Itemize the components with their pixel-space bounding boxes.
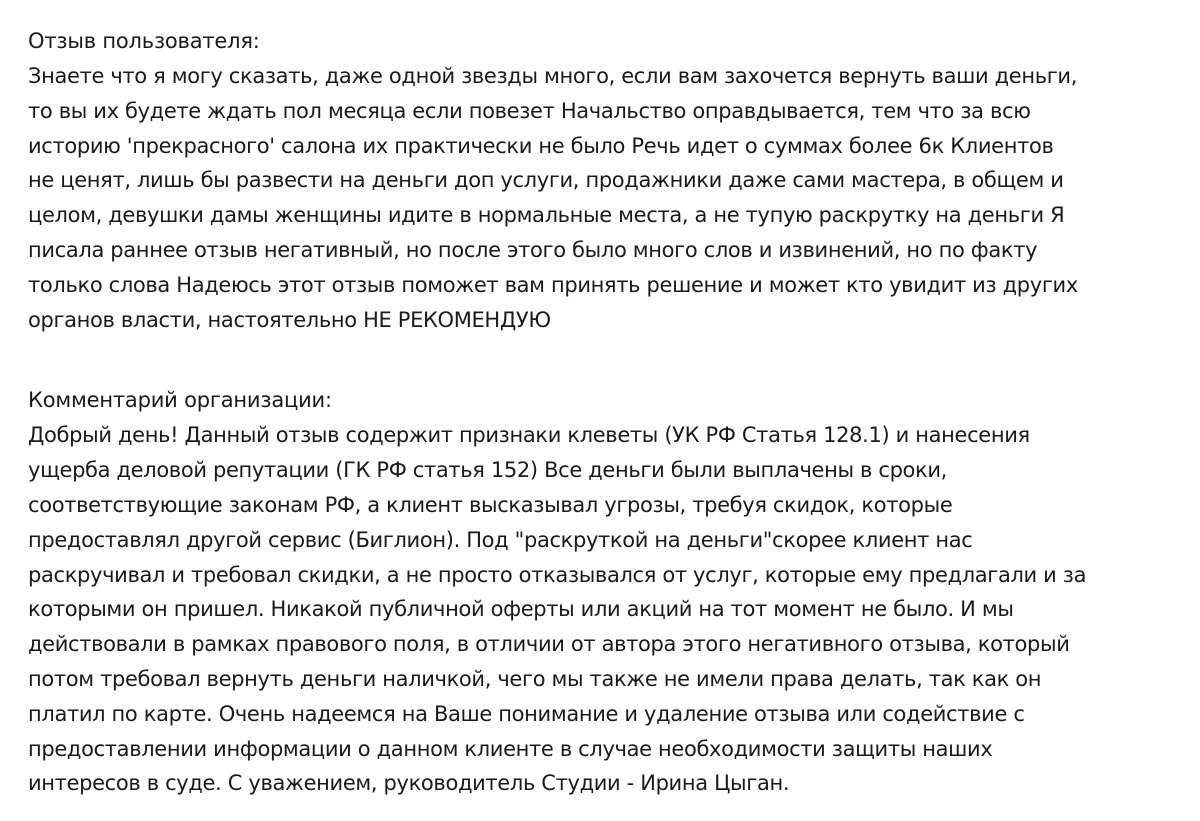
document — [28, 24, 1178, 801]
review-line: органов власти, настоятельно НЕ РЕКОМЕНДУЮ — [28, 307, 551, 332]
review-line: то вы их будете ждать пол месяца если повезет Начальство оправдывается, тем что за всю — [28, 98, 1031, 123]
review-line: историю 'прекрасного' салона их практически не было Речь идет о суммах более 6к Клиентов — [28, 133, 1054, 158]
reply-line: предоставлял другой сервис (Биглион). Под "раскруткой на деньги"скорее клиент нас — [28, 527, 973, 552]
reply-line: интересов в суде. С уважением, руководитель Студии - Ирина Цыган. — [28, 771, 790, 796]
reply-line: действовали в рамках правового поля, в отличии от автора этого негативного отзыва, который — [28, 632, 1070, 657]
reply-heading: Комментарий организации: — [28, 388, 332, 413]
reply-line: которыми он пришел. Никакой публичной оферты или акций на тот момент не было. И мы — [28, 597, 1014, 622]
review-line: не ценят, лишь бы развести на деньги доп услуги, продажники даже сами мастера, в общем и — [28, 168, 1064, 193]
reply-line: соответствующие законам РФ, а клиент высказывал угрозы, требуя скидок, которые — [28, 492, 953, 517]
reply-line: предоставлении информации о данном клиенте в случае необходимости защиты наших — [28, 736, 993, 761]
review-line: писала раннее отзыв негативный, но после этого было много слов и извинений, но по факту — [28, 237, 1038, 262]
reply-line: Добрый день! Данный отзыв содержит признаки клеветы (УК РФ Статья 128.1) и нанесения — [28, 423, 1030, 448]
reply-line: потом требовал вернуть деньги наличкой, чего мы также не имели права делать, так как он — [28, 666, 1042, 691]
reply-line: ущерба деловой репутации (ГК РФ статья 152) Все деньги были выплачены в сроки, — [28, 458, 948, 483]
review-line: Знаете что я могу сказать, даже одной звезды много, если вам захочется вернуть ваши деньги, — [28, 64, 1078, 88]
user-review — [28, 24, 1178, 337]
reply-text — [28, 418, 1178, 801]
review-line: целом, девушки дамы женщины идите в нормальные места, а не тупую раскрутку на деньги Я — [28, 203, 1065, 228]
reply-line: платил по карте. Очень надеемся на Ваше понимание и удаление отзыва или содействие с — [28, 701, 1025, 726]
review-heading: Отзыв пользователя: — [28, 29, 260, 53]
review-text — [28, 59, 1178, 337]
reply-line: раскручивал и требовал скидки, а не просто отказывался от услуг, которые ему предлагали и за — [28, 562, 1087, 587]
review-line: только слова Надеюсь этот отзыв поможет вам принять решение и может кто увидит из других — [28, 272, 1078, 297]
organization-reply — [28, 383, 1178, 801]
